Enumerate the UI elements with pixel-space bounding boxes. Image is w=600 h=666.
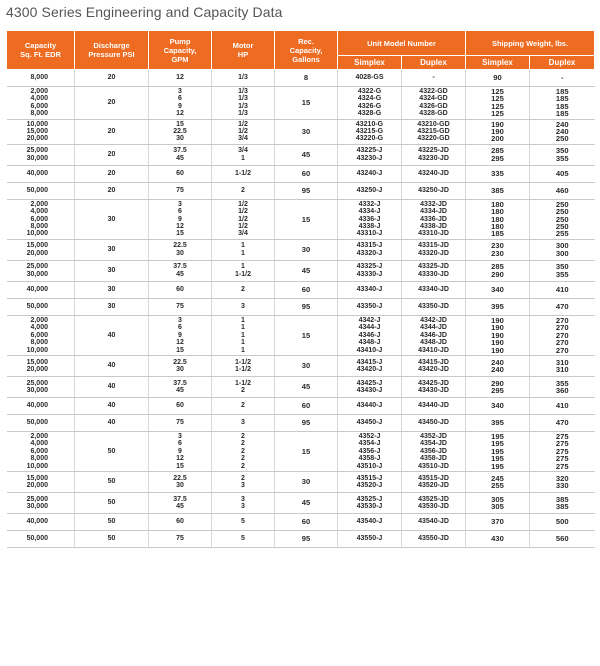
table-row xyxy=(7,471,595,492)
cell-pump-gpm: 3 6 9 12 15 xyxy=(149,315,212,355)
cell-receiver-gallons: 30 xyxy=(275,471,338,492)
cell-motor-hp: 1 1 1 1 1 xyxy=(212,315,275,355)
cell-model-duplex: - xyxy=(402,70,466,87)
cell-weight-simplex: 240 240 xyxy=(466,355,530,376)
cell-motor-hp: 3 3 xyxy=(212,492,275,513)
cell-pump-gpm: 3 6 9 12 15 xyxy=(149,431,212,471)
cell-motor-hp: 2 xyxy=(212,281,275,298)
cell-capacity: 15,000 20,000 xyxy=(7,239,75,260)
cell-weight-duplex: 185 185 185 185 xyxy=(530,87,595,120)
cell-discharge-psi: 50 xyxy=(75,492,149,513)
cell-pump-gpm: 60 xyxy=(149,513,212,530)
cell-model-simplex: 43415-J 43420-J xyxy=(338,355,402,376)
cell-weight-simplex: 125 125 125 125 xyxy=(466,87,530,120)
cell-receiver-gallons: 30 xyxy=(275,239,338,260)
cell-weight-duplex: 355 360 xyxy=(530,376,595,397)
cell-model-simplex: 43540-J xyxy=(338,513,402,530)
cell-receiver-gallons: 95 xyxy=(275,182,338,199)
cell-model-duplex: 43440-JD xyxy=(402,397,466,414)
cell-pump-gpm: 75 xyxy=(149,182,212,199)
cell-discharge-psi: 40 xyxy=(75,355,149,376)
header-weight-duplex: Duplex xyxy=(530,56,595,70)
table-row xyxy=(7,513,595,530)
cell-motor-hp: 1-1/2 2 xyxy=(212,376,275,397)
cell-capacity: 15,000 20,000 xyxy=(7,471,75,492)
cell-weight-simplex: 370 xyxy=(466,513,530,530)
cell-model-simplex: 43550-J xyxy=(338,530,402,547)
cell-model-simplex: 43325-J 43330-J xyxy=(338,260,402,281)
header-shipping-weight: Shipping Weight, lbs. xyxy=(466,31,595,56)
cell-model-duplex: 4352-JD 4354-JD 4356-JD 4358-JD 43510-JD xyxy=(402,431,466,471)
cell-model-duplex: 43325-JD 43330-JD xyxy=(402,260,466,281)
cell-model-simplex: 4342-J 4344-J 4346-J 4348-J 43410-J xyxy=(338,315,402,355)
table-row xyxy=(7,70,595,87)
cell-weight-duplex: 560 xyxy=(530,530,595,547)
cell-model-duplex: 43415-JD 43420-JD xyxy=(402,355,466,376)
cell-model-simplex: 4352-J 4354-J 4356-J 4358-J 43510-J xyxy=(338,431,402,471)
cell-capacity: 2,000 4,000 6,000 8,000 10,000 xyxy=(7,199,75,239)
cell-motor-hp: 1/3 xyxy=(212,70,275,87)
cell-discharge-psi: 20 xyxy=(75,165,149,182)
cell-receiver-gallons: 45 xyxy=(275,376,338,397)
cell-motor-hp: 1/3 1/3 1/3 1/3 xyxy=(212,87,275,120)
header-pump-capacity: Pump Capacity, GPM xyxy=(149,31,212,70)
cell-weight-duplex: 300 300 xyxy=(530,239,595,260)
cell-discharge-psi: 30 xyxy=(75,239,149,260)
cell-pump-gpm: 22.5 30 xyxy=(149,471,212,492)
cell-capacity: 40,000 xyxy=(7,165,75,182)
cell-capacity: 10,000 15,000 20,000 xyxy=(7,119,75,144)
cell-weight-simplex: 180 180 180 180 185 xyxy=(466,199,530,239)
cell-pump-gpm: 12 xyxy=(149,70,212,87)
cell-model-duplex: 4342-JD 4344-JD 4346-JD 4348-JD 43410-JD xyxy=(402,315,466,355)
header-weight-simplex: Simplex xyxy=(466,56,530,70)
cell-weight-duplex: 385 385 xyxy=(530,492,595,513)
cell-capacity: 40,000 xyxy=(7,397,75,414)
cell-model-simplex: 43240-J xyxy=(338,165,402,182)
cell-model-duplex: 43350-JD xyxy=(402,298,466,315)
cell-model-duplex: 4322-GD 4324-GD 4326-GD 4328-GD xyxy=(402,87,466,120)
header-unit-model-number: Unit Model Number xyxy=(338,31,466,56)
cell-pump-gpm: 3 6 9 12 15 xyxy=(149,199,212,239)
cell-weight-duplex: 460 xyxy=(530,182,595,199)
cell-pump-gpm: 75 xyxy=(149,530,212,547)
cell-model-duplex: 43450-JD xyxy=(402,414,466,431)
cell-weight-duplex: 275 275 275 275 275 xyxy=(530,431,595,471)
cell-model-simplex: 4332-J 4334-J 4336-J 4338-J 43310-J xyxy=(338,199,402,239)
cell-receiver-gallons: 15 xyxy=(275,87,338,120)
cell-weight-simplex: 305 305 xyxy=(466,492,530,513)
cell-weight-simplex: 395 xyxy=(466,414,530,431)
table-row xyxy=(7,87,595,120)
cell-discharge-psi: 50 xyxy=(75,471,149,492)
cell-weight-duplex: 350 355 xyxy=(530,144,595,165)
cell-model-simplex: 43450-J xyxy=(338,414,402,431)
cell-receiver-gallons: 95 xyxy=(275,414,338,431)
cell-weight-duplex: 240 240 250 xyxy=(530,119,595,144)
cell-weight-simplex: 190 190 190 190 190 xyxy=(466,315,530,355)
cell-model-duplex: 43425-JD 43430-JD xyxy=(402,376,466,397)
cell-receiver-gallons: 8 xyxy=(275,70,338,87)
cell-discharge-psi: 30 xyxy=(75,281,149,298)
cell-discharge-psi: 30 xyxy=(75,298,149,315)
table-body xyxy=(7,70,595,548)
table-row xyxy=(7,144,595,165)
cell-model-simplex: 43315-J 43320-J xyxy=(338,239,402,260)
cell-motor-hp: 2 xyxy=(212,397,275,414)
cell-model-duplex: 43315-JD 43320-JD xyxy=(402,239,466,260)
cell-receiver-gallons: 60 xyxy=(275,397,338,414)
table-row xyxy=(7,315,595,355)
cell-discharge-psi: 20 xyxy=(75,87,149,120)
table-row xyxy=(7,414,595,431)
cell-model-simplex: 43425-J 43430-J xyxy=(338,376,402,397)
cell-pump-gpm: 37.5 45 xyxy=(149,260,212,281)
cell-weight-simplex: 195 195 195 195 195 xyxy=(466,431,530,471)
cell-weight-simplex: 285 290 xyxy=(466,260,530,281)
cell-pump-gpm: 60 xyxy=(149,281,212,298)
cell-pump-gpm: 22.5 30 xyxy=(149,239,212,260)
cell-model-simplex: 43340-J xyxy=(338,281,402,298)
cell-receiver-gallons: 30 xyxy=(275,119,338,144)
cell-pump-gpm: 75 xyxy=(149,414,212,431)
cell-pump-gpm: 60 xyxy=(149,165,212,182)
cell-pump-gpm: 37.5 45 xyxy=(149,376,212,397)
cell-weight-simplex: 290 295 xyxy=(466,376,530,397)
cell-capacity: 25,000 30,000 xyxy=(7,492,75,513)
cell-capacity: 8,000 xyxy=(7,70,75,87)
cell-model-duplex: 43240-JD xyxy=(402,165,466,182)
cell-model-duplex: 43525-JD 43530-JD xyxy=(402,492,466,513)
cell-motor-hp: 1 1 xyxy=(212,239,275,260)
header-receiver-capacity: Rec. Capacity, Gallons xyxy=(275,31,338,70)
cell-motor-hp: 1/2 1/2 3/4 xyxy=(212,119,275,144)
cell-model-duplex: 43540-JD xyxy=(402,513,466,530)
table-row xyxy=(7,199,595,239)
cell-weight-duplex: - xyxy=(530,70,595,87)
cell-motor-hp: 3 xyxy=(212,298,275,315)
cell-discharge-psi: 20 xyxy=(75,70,149,87)
cell-weight-duplex: 470 xyxy=(530,298,595,315)
cell-capacity: 2,000 4,000 6,000 8,000 xyxy=(7,87,75,120)
cell-weight-simplex: 190 190 200 xyxy=(466,119,530,144)
table-row xyxy=(7,397,595,414)
cell-capacity: 25,000 30,000 xyxy=(7,144,75,165)
cell-model-duplex: 43250-JD xyxy=(402,182,466,199)
cell-motor-hp: 5 xyxy=(212,530,275,547)
cell-weight-simplex: 245 255 xyxy=(466,471,530,492)
cell-weight-simplex: 395 xyxy=(466,298,530,315)
cell-discharge-psi: 50 xyxy=(75,513,149,530)
cell-capacity: 25,000 30,000 xyxy=(7,376,75,397)
header-model-duplex: Duplex xyxy=(402,56,466,70)
cell-motor-hp: 3/4 1 xyxy=(212,144,275,165)
table-row xyxy=(7,530,595,547)
cell-model-duplex: 43340-JD xyxy=(402,281,466,298)
cell-receiver-gallons: 60 xyxy=(275,513,338,530)
cell-discharge-psi: 20 xyxy=(75,182,149,199)
cell-weight-simplex: 340 xyxy=(466,397,530,414)
cell-weight-simplex: 230 230 xyxy=(466,239,530,260)
cell-discharge-psi: 40 xyxy=(75,315,149,355)
cell-model-simplex: 43350-J xyxy=(338,298,402,315)
cell-discharge-psi: 50 xyxy=(75,431,149,471)
cell-discharge-psi: 30 xyxy=(75,260,149,281)
cell-model-simplex: 43515-J 43520-J xyxy=(338,471,402,492)
cell-motor-hp: 1/2 1/2 1/2 1/2 3/4 xyxy=(212,199,275,239)
cell-discharge-psi: 40 xyxy=(75,414,149,431)
cell-capacity: 2,000 4,000 6,000 8,000 10,000 xyxy=(7,315,75,355)
cell-weight-simplex: 90 xyxy=(466,70,530,87)
table-row xyxy=(7,260,595,281)
cell-weight-duplex: 405 xyxy=(530,165,595,182)
cell-capacity: 40,000 xyxy=(7,281,75,298)
cell-motor-hp: 2 xyxy=(212,182,275,199)
capacity-table-container xyxy=(6,30,594,548)
cell-model-duplex: 43225-JD 43230-JD xyxy=(402,144,466,165)
cell-capacity: 40,000 xyxy=(7,513,75,530)
cell-receiver-gallons: 60 xyxy=(275,165,338,182)
table-row xyxy=(7,298,595,315)
cell-model-simplex: 4322-G 4324-G 4326-G 4328-G xyxy=(338,87,402,120)
cell-receiver-gallons: 45 xyxy=(275,144,338,165)
cell-weight-duplex: 310 310 xyxy=(530,355,595,376)
cell-weight-simplex: 385 xyxy=(466,182,530,199)
cell-motor-hp: 2 2 2 2 2 xyxy=(212,431,275,471)
cell-receiver-gallons: 15 xyxy=(275,315,338,355)
cell-discharge-psi: 20 xyxy=(75,144,149,165)
table-row xyxy=(7,281,595,298)
cell-weight-duplex: 250 250 250 250 255 xyxy=(530,199,595,239)
cell-receiver-gallons: 45 xyxy=(275,492,338,513)
table-row xyxy=(7,376,595,397)
cell-receiver-gallons: 60 xyxy=(275,281,338,298)
cell-discharge-psi: 40 xyxy=(75,397,149,414)
cell-weight-duplex: 410 xyxy=(530,397,595,414)
table-row xyxy=(7,239,595,260)
cell-model-duplex: 43515-JD 43520-JD xyxy=(402,471,466,492)
cell-receiver-gallons: 15 xyxy=(275,431,338,471)
cell-capacity: 25,000 30,000 xyxy=(7,260,75,281)
cell-pump-gpm: 37.5 45 xyxy=(149,492,212,513)
table-row xyxy=(7,431,595,471)
table-row xyxy=(7,119,595,144)
cell-capacity: 15,000 20,000 xyxy=(7,355,75,376)
cell-pump-gpm: 22.5 30 xyxy=(149,355,212,376)
cell-model-simplex: 43250-J xyxy=(338,182,402,199)
cell-weight-duplex: 470 xyxy=(530,414,595,431)
cell-receiver-gallons: 15 xyxy=(275,199,338,239)
cell-pump-gpm: 3 6 9 12 xyxy=(149,87,212,120)
cell-discharge-psi: 50 xyxy=(75,530,149,547)
cell-model-simplex: 4028-GS xyxy=(338,70,402,87)
cell-motor-hp: 3 xyxy=(212,414,275,431)
cell-capacity: 2,000 4,000 6,000 8,000 10,000 xyxy=(7,431,75,471)
cell-discharge-psi: 40 xyxy=(75,376,149,397)
cell-weight-simplex: 285 295 xyxy=(466,144,530,165)
capacity-table xyxy=(6,30,595,548)
cell-motor-hp: 1-1/2 1-1/2 xyxy=(212,355,275,376)
cell-pump-gpm: 37.5 45 xyxy=(149,144,212,165)
header-motor-hp: Motor HP xyxy=(212,31,275,70)
cell-capacity: 50,000 xyxy=(7,414,75,431)
cell-discharge-psi: 30 xyxy=(75,199,149,239)
cell-model-simplex: 43210-G 43215-G 43220-G xyxy=(338,119,402,144)
cell-model-simplex: 43225-J 43230-J xyxy=(338,144,402,165)
cell-discharge-psi: 20 xyxy=(75,119,149,144)
cell-motor-hp: 1 1-1/2 xyxy=(212,260,275,281)
cell-weight-simplex: 335 xyxy=(466,165,530,182)
cell-capacity: 50,000 xyxy=(7,530,75,547)
cell-receiver-gallons: 95 xyxy=(275,530,338,547)
header-capacity: Capacity Sq. Ft. EDR xyxy=(7,31,75,70)
cell-model-duplex: 43550-JD xyxy=(402,530,466,547)
cell-model-duplex: 4332-JD 4334-JD 4336-JD 4338-JD 43310-JD xyxy=(402,199,466,239)
cell-weight-duplex: 500 xyxy=(530,513,595,530)
table-row xyxy=(7,165,595,182)
header-discharge-pressure: Discharge Pressure PSI xyxy=(75,31,149,70)
cell-weight-duplex: 410 xyxy=(530,281,595,298)
cell-model-duplex: 43210-GD 43215-GD 43220-GD xyxy=(402,119,466,144)
cell-receiver-gallons: 30 xyxy=(275,355,338,376)
cell-model-simplex: 43440-J xyxy=(338,397,402,414)
cell-capacity: 50,000 xyxy=(7,298,75,315)
cell-motor-hp: 2 3 xyxy=(212,471,275,492)
cell-receiver-gallons: 95 xyxy=(275,298,338,315)
cell-motor-hp: 1-1/2 xyxy=(212,165,275,182)
page-title: 4300 Series Engineering and Capacity Data xyxy=(6,4,283,20)
cell-weight-duplex: 350 355 xyxy=(530,260,595,281)
cell-weight-duplex: 320 330 xyxy=(530,471,595,492)
cell-weight-duplex: 270 270 270 270 270 xyxy=(530,315,595,355)
cell-capacity: 50,000 xyxy=(7,182,75,199)
cell-weight-simplex: 340 xyxy=(466,281,530,298)
header-model-simplex: Simplex xyxy=(338,56,402,70)
cell-pump-gpm: 15 22.5 30 xyxy=(149,119,212,144)
table-row xyxy=(7,492,595,513)
cell-motor-hp: 5 xyxy=(212,513,275,530)
cell-model-simplex: 43525-J 43530-J xyxy=(338,492,402,513)
cell-weight-simplex: 430 xyxy=(466,530,530,547)
cell-pump-gpm: 75 xyxy=(149,298,212,315)
cell-pump-gpm: 60 xyxy=(149,397,212,414)
cell-receiver-gallons: 45 xyxy=(275,260,338,281)
table-row xyxy=(7,355,595,376)
table-row xyxy=(7,182,595,199)
